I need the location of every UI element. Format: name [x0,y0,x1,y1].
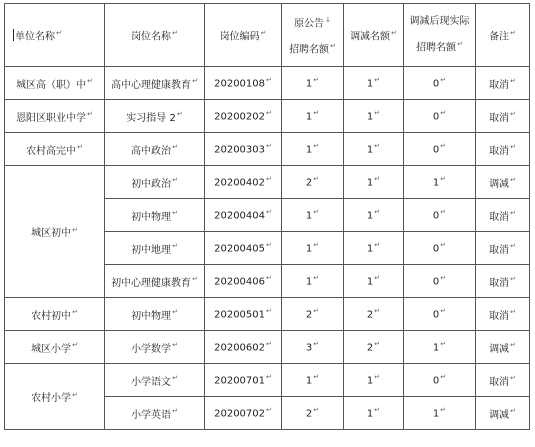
reduced-cell: 1↵ [344,100,404,133]
header-unit: 单位名称↵ [5,4,105,67]
note-cell: 调减↵ [476,331,530,364]
note-cell: 取消↵ [476,364,530,397]
reduced-cell: 1↵ [344,133,404,166]
unit-cell: 恩阳区职业中学↵ [5,100,105,133]
code-cell: 20200702↵ [205,397,282,430]
note-cell: 取消↵ [476,133,530,166]
table-row [5,298,530,331]
table-row [5,166,530,199]
note-cell: 取消↵ [476,67,530,100]
actual-cell: 1↵ [404,331,476,364]
note-cell: 取消↵ [476,100,530,133]
original-cell: 1↵ [282,100,344,133]
original-cell: 2↵ [282,166,344,199]
note-cell: 取消↵ [476,232,530,265]
reduced-cell: 1↵ [344,232,404,265]
note-cell: 取消↵ [476,265,530,298]
header-reduced-quota: 调减名额↵ [344,4,404,67]
position-cell: 高中心理健康教育↵ [105,67,205,100]
position-cell: 小学语文↵ [105,364,205,397]
header-original-quota: 原公告↓ 招聘名额↵ [282,4,344,67]
unit-cell: 农村初中↵ [5,298,105,331]
unit-cell: 农村高完中↵ [5,133,105,166]
position-cell: 高中政治↵ [105,133,205,166]
original-cell: 1↵ [282,364,344,397]
original-cell: 3↵ [282,331,344,364]
actual-cell: 0↵ [404,67,476,100]
table-row [5,67,530,100]
original-cell: 1↵ [282,199,344,232]
code-cell: 20200501↵ [205,298,282,331]
position-cell: 初中心理健康教育↵ [105,265,205,298]
original-cell: 1↵ [282,67,344,100]
table-row [5,331,530,364]
original-cell: 1↵ [282,232,344,265]
position-cell: 小学英语↵ [105,397,205,430]
actual-cell: 0↵ [404,199,476,232]
position-cell: 初中地理↵ [105,232,205,265]
adjustment-table [4,3,530,430]
actual-cell: 0↵ [404,364,476,397]
code-cell: 20200108↵ [205,67,282,100]
reduced-cell: 1↵ [344,166,404,199]
position-cell: 小学数学↵ [105,331,205,364]
original-cell: 2↵ [282,298,344,331]
note-cell: 取消↵ [476,199,530,232]
table-row [5,133,530,166]
position-cell: 初中政治↵ [105,166,205,199]
position-cell: 实习指导 2↵ [105,100,205,133]
reduced-cell: 1↵ [344,397,404,430]
actual-cell: 1↵ [404,166,476,199]
original-cell: 2↵ [282,397,344,430]
code-cell: 20200202↵ [205,100,282,133]
code-cell: 20200602↵ [205,331,282,364]
header-position: 岗位名称↵ [105,4,205,67]
header-code: 岗位编码↵ [205,4,282,67]
unit-cell: 城区初中↵ [5,166,105,298]
code-cell: 20200701↵ [205,364,282,397]
note-cell: 调减↵ [476,397,530,430]
reduced-cell: 1↵ [344,199,404,232]
actual-cell: 1↵ [404,397,476,430]
table-row [5,100,530,133]
reduced-cell: 1↵ [344,67,404,100]
reduced-cell: 2↵ [344,331,404,364]
code-cell: 20200402↵ [205,166,282,199]
note-cell: 调减↵ [476,166,530,199]
note-cell: 取消↵ [476,298,530,331]
position-cell: 初中物理↵ [105,199,205,232]
actual-cell: 0↵ [404,298,476,331]
position-cell: 初中物理↵ [105,298,205,331]
code-cell: 20200404↵ [205,199,282,232]
reduced-cell: 2↵ [344,298,404,331]
actual-cell: 0↵ [404,232,476,265]
code-cell: 20200303↵ [205,133,282,166]
unit-cell: 农村小学↵ [5,364,105,430]
original-cell: 1↵ [282,133,344,166]
reduced-cell: 1↵ [344,364,404,397]
actual-cell: 0↵ [404,133,476,166]
unit-cell: 城区高（职）中↵ [5,67,105,100]
unit-cell: 城区小学↵ [5,331,105,364]
original-cell: 1↵ [282,265,344,298]
text-cursor [13,29,14,41]
actual-cell: 0↵ [404,100,476,133]
header-row [5,4,530,67]
reduced-cell: 1↵ [344,265,404,298]
header-note: 备注↵ [476,4,530,67]
code-cell: 20200406↵ [205,265,282,298]
actual-cell: 0↵ [404,265,476,298]
header-actual-quota: 调减后现实际 招聘名额↵ [404,4,476,67]
table-row [5,364,530,397]
code-cell: 20200405↵ [205,232,282,265]
